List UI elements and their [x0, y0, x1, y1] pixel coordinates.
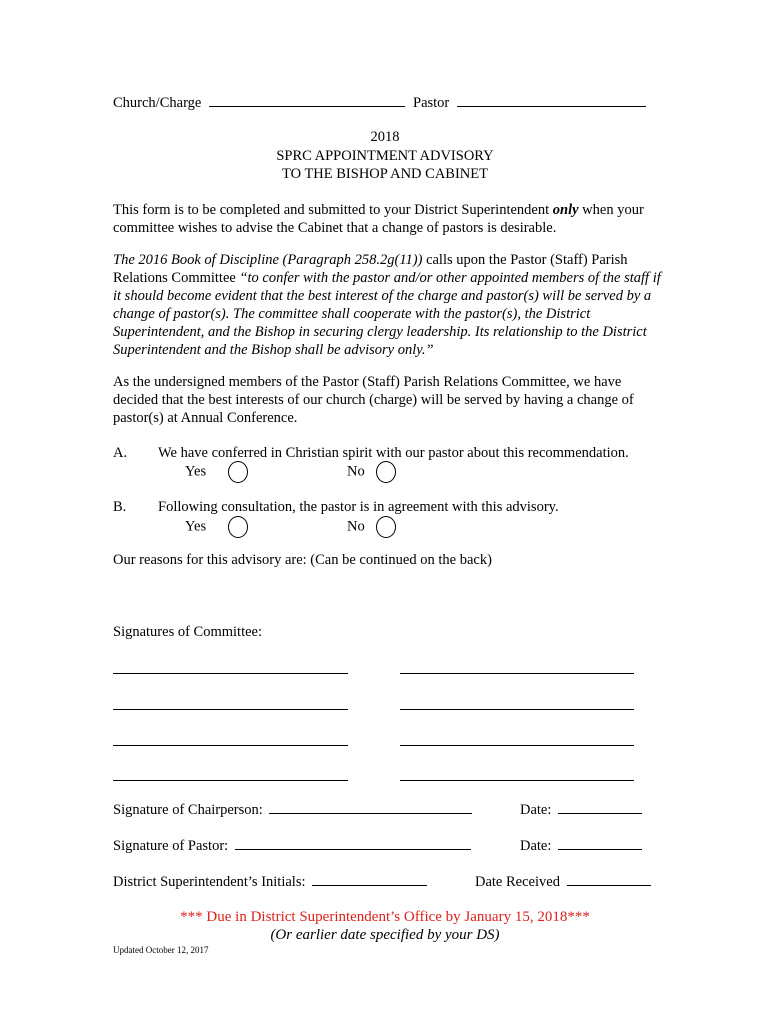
date-received-field — [475, 873, 651, 891]
discipline-paragraph — [113, 251, 661, 359]
chair-signature-label: Signature of Chairperson: — [113, 802, 263, 818]
pastor-signature-field — [113, 837, 471, 855]
discipline-mid-text: calls upon the Pastor (Staff) Parish Relations Committee — [113, 252, 628, 286]
question-a-yes-label: Yes — [185, 463, 207, 480]
due-notice: *** Due in District Superintendent’s Office by January 15, 2018*** — [180, 909, 590, 925]
committee-signature-line[interactable] — [113, 780, 348, 781]
form-year: 2018 — [370, 129, 400, 145]
committee-signature-line[interactable] — [400, 780, 634, 781]
committee-signature-line[interactable] — [113, 745, 348, 746]
committee-signature-line[interactable] — [400, 673, 634, 674]
question-b-no-label: No — [347, 518, 365, 535]
form-title-line1: SPRC APPOINTMENT ADVISORY — [276, 148, 494, 164]
question-a-no-radio[interactable] — [376, 461, 396, 483]
discipline-quote: “to confer with the pastor and/or other appointed members of the staff if it should become evident that the best interest of the charge and pastor(s) will be served by a change of pastor(s). The committee shall cooperate with the pastor(s), the District Superintendent, and the Bishop in securing clergy leadership. Its relationship to the District Superintendent and the Bishop shall be advisory only.” — [113, 270, 661, 358]
question-b-no — [347, 516, 396, 538]
pastor-field — [413, 94, 646, 112]
question-b-yes — [185, 516, 248, 538]
intro-text-2: when your committee wishes to advise the Cabinet that a change of pastors is desirable. — [113, 202, 644, 236]
committee-signature-line[interactable] — [400, 709, 634, 710]
undersigned-paragraph: As the undersigned members of the Pastor (Staff) Parish Relations Committee, we have decided that the best interests of our church (charge) will be served by having a change of pastor(s) at Annual Conference. — [113, 374, 634, 426]
ds-initials-field — [113, 873, 427, 891]
reasons-label: Our reasons for this advisory are: (Can be continued on the back) — [113, 552, 492, 568]
pastor-input[interactable] — [457, 94, 646, 107]
chair-date-field — [520, 801, 642, 819]
chair-date-input[interactable] — [558, 801, 642, 814]
intro-paragraph — [113, 201, 661, 237]
church-charge-input[interactable] — [209, 94, 405, 107]
pastor-date-label: Date: — [520, 838, 552, 854]
ds-initials-input[interactable] — [312, 873, 427, 886]
pastor-date-field — [520, 837, 642, 855]
updated-date: Updated October 12, 2017 — [113, 945, 209, 955]
question-a-yes — [185, 461, 248, 483]
form-title-line2: TO THE BISHOP AND CABINET — [282, 166, 488, 182]
due-note — [0, 927, 770, 944]
committee-signature-line[interactable] — [113, 709, 348, 710]
ds-initials-label: District Superintendent’s Initials: — [113, 874, 306, 890]
pastor-signature-input[interactable] — [235, 837, 471, 850]
pastor-date-input[interactable] — [558, 837, 642, 850]
committee-signature-line[interactable] — [400, 745, 634, 746]
question-b-no-radio[interactable] — [376, 516, 396, 538]
date-received-label: Date Received — [475, 874, 560, 890]
chair-date-label: Date: — [520, 802, 552, 818]
question-a-text: We have conferred in Christian spirit with our pastor about this recommendation. — [158, 445, 629, 461]
pastor-signature-label: Signature of Pastor: — [113, 838, 229, 854]
question-a-no — [347, 461, 396, 483]
due-note-text: (Or earlier date specified by your DS) — [270, 927, 500, 943]
question-a-no-label: No — [347, 463, 365, 480]
question-a-yes-radio[interactable] — [228, 461, 248, 483]
discipline-citation: The 2016 Book of Discipline (Paragraph 258.2g(11)) — [113, 252, 423, 268]
church-charge-field — [113, 94, 405, 112]
question-a-letter: A. — [113, 445, 128, 461]
date-received-input[interactable] — [567, 873, 651, 886]
question-b-yes-radio[interactable] — [228, 516, 248, 538]
chair-signature-field — [113, 801, 472, 819]
pastor-label: Pastor — [413, 95, 450, 111]
committee-signature-line[interactable] — [113, 673, 348, 674]
intro-emphasis: only — [552, 202, 579, 218]
chair-signature-input[interactable] — [269, 801, 472, 814]
church-charge-label: Church/Charge — [113, 95, 202, 111]
question-b-letter: B. — [113, 499, 127, 515]
signatures-label: Signatures of Committee: — [113, 624, 263, 640]
intro-text-1: This form is to be completed and submitted to your District Superintendent — [113, 202, 553, 218]
question-b-yes-label: Yes — [185, 518, 207, 535]
question-b-text: Following consultation, the pastor is in agreement with this advisory. — [158, 499, 559, 515]
